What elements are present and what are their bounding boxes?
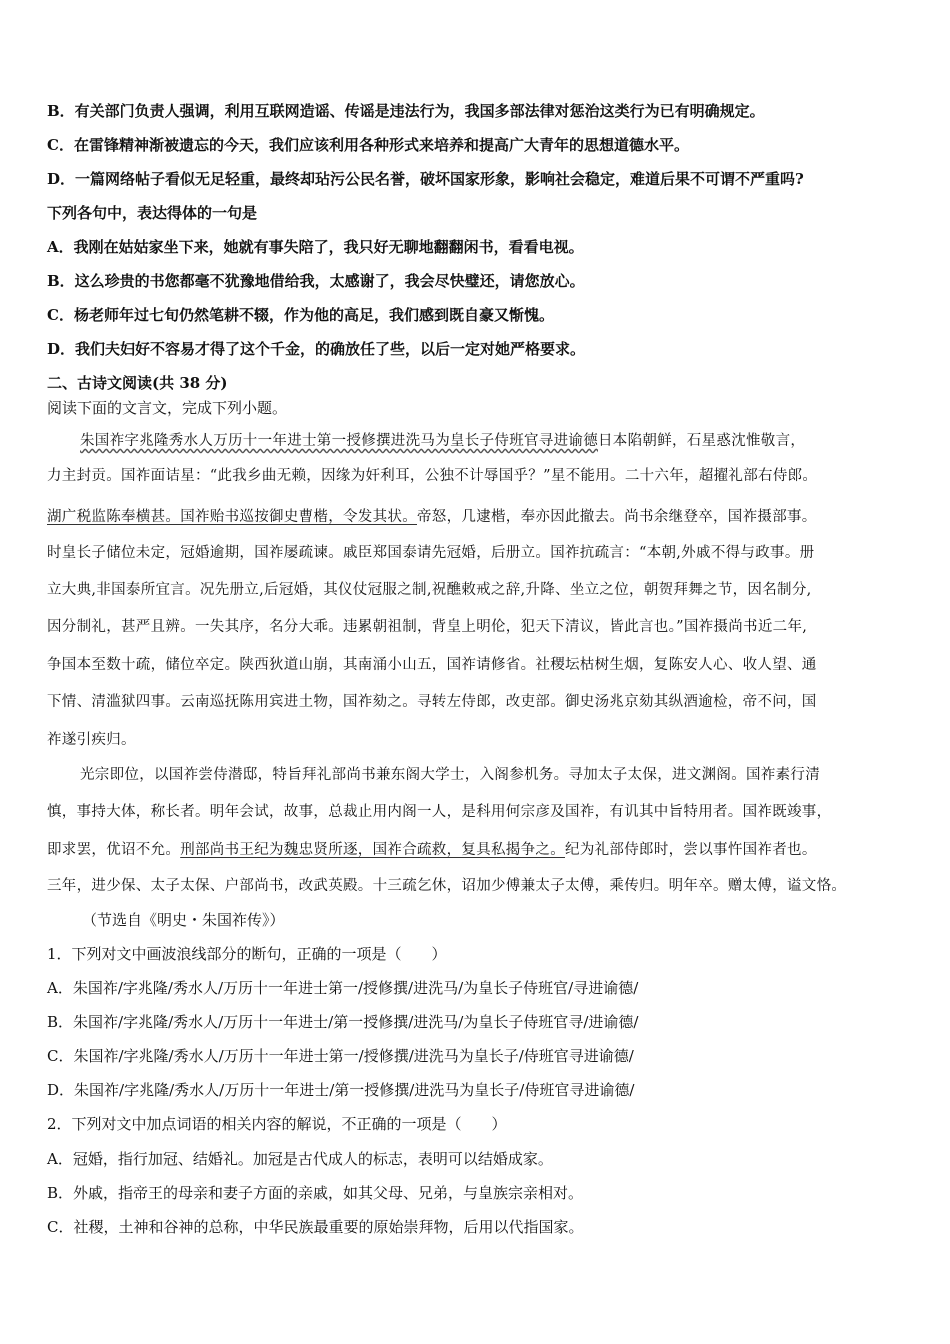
question-1-option-d: D．朱国祚/字兆隆/秀水人/万历十一年进士/第一授修撰/进洗马为皇长子/侍班官寻进谕德/ <box>47 1081 635 1099</box>
passage-line-10: 光宗即位，以国祚尝侍潜邸，特旨拜礼部尚书兼东阁大学士，入阁参机务。寻加太子太保，进文渊阁。国祚素行清 <box>80 767 820 783</box>
passage-text: 帝怒，几逮楷，奉亦因此撤去。尚书余继登卒，国祚摄部事。 <box>417 509 817 525</box>
question-appropriate-option-a: A．我刚在姑姑家坐下来，她就有事失陪了，我只好无聊地翻翻闲书，看看电视。 <box>47 238 584 256</box>
question-1-option-c: C．朱国祚/字兆隆/秀水人/万历十一年进士第一/授修撰/进洗马为皇长子/侍班官寻进谕德/ <box>47 1047 634 1065</box>
passage-wavy-segment: 朱国祚字兆隆秀水人万历十一年进士第一授修撰进洗马为皇长子侍班官寻进谕德 <box>80 433 598 449</box>
question-appropriate-option-d: D．我们夫妇好不容易才得了这个千金，的确放任了些，以后一定对她严格要求。 <box>47 340 586 358</box>
question-2-stem: 2．下列对文中加点词语的相关内容的解说，不正确的一项是（ ） <box>47 1115 507 1133</box>
section-instruction: 阅读下面的文言文，完成下列小题。 <box>47 399 288 417</box>
passage-text: 纪为礼部侍郎时，尝以事忤国祚者也。 <box>565 842 817 858</box>
passage-line-11: 慎，事持大体，称长者。明年会试，故事，总裁止用内阁一人，是科用何宗彦及国祚，有讥其中旨特用者。国祚既竣事， <box>47 804 832 820</box>
question-2-option-a: A．冠婚，指行加冠、结婚礼。加冠是古代成人的标志，表明可以结婚成家。 <box>47 1150 553 1168</box>
option-d-sentence: D．一篇网络帖子看似无足轻重，最终却玷污公民名誉，破坏国家形象，影响社会稳定，难道后果不可谓不严重吗? <box>47 170 804 188</box>
question-appropriate-option-b: B．这么珍贵的书您都毫不犹豫地借给我，太感谢了，我会尽快璧还，请您放心。 <box>47 272 585 290</box>
question-appropriate-stem: 下列各句中，表达得体的一句是 <box>47 204 258 222</box>
passage-line-9: 祚遂引疾归。 <box>47 732 136 748</box>
question-1-stem: 1．下列对文中画波浪线部分的断句，正确的一项是（ ） <box>47 945 447 963</box>
section-title: 二、古诗文阅读(共 38 分) <box>47 374 228 392</box>
passage-line-12 <box>47 840 817 860</box>
passage-line-3 <box>47 507 817 527</box>
passage-line-1 <box>80 431 805 451</box>
passage-source: （节选自《明史・朱国祚传》） <box>82 911 285 929</box>
passage-underlined-segment: 湖广税监陈奉横甚。国祚贻书巡按御史曹楷，令发其状。 <box>47 509 417 525</box>
option-c-sentence: C．在雷锋精神渐被遗忘的今天，我们应该利用各种形式来培养和提高广大青年的思想道德水平。 <box>47 136 689 154</box>
passage-underlined-segment: 刑部尚书王纪为魏忠贤所逐，国祚合疏救，复具私揭争之。 <box>180 842 566 858</box>
question-1-option-a: A．朱国祚/字兆隆/秀水人/万历十一年进士第一/授修撰/进洗马/为皇长子侍班官/寻进谕德/ <box>47 979 639 997</box>
question-1-option-b: B．朱国祚/字兆隆/秀水人/万历十一年进士/第一授修撰/进洗马/为皇长子侍班官寻/进谕德/ <box>47 1013 639 1031</box>
passage-line-8: 下情、清滥狱四事。云南巡抚陈用宾进土物，国祚劾之。寻转左侍郎，改吏部。御史汤兆京劾其纵酒逾检，帝不问，国 <box>47 694 817 710</box>
passage-text: 即求罢，优诏不允。 <box>47 842 181 858</box>
passage-text: 日本陷朝鲜，石星惑沈惟敬言， <box>598 433 806 449</box>
passage-line-4: 时皇长子储位未定，冠婚逾期，国祚屡疏谏。戚臣郑国泰请先冠婚，后册立。国祚抗疏言：“本朝,外戚不得与政事。册 <box>47 545 815 561</box>
passage-line-2: 力主封贡。国祚面诘星：“此我乡曲无赖，因缘为奸利耳，公独不计辱国乎？”星不能用。二十六年，超擢礼部右侍郎。 <box>47 468 818 484</box>
passage-line-13: 三年，进少保、太子太保、户部尚书，改武英殿。十三疏乞休，诏加少傅兼太子太傅，乘传归。明年卒。赠太傅，谥文恪。 <box>47 878 847 894</box>
passage-line-7: 争国本至数十疏，储位卒定。陕西狄道山崩，其南涌小山五，国祚请修省。社稷坛枯树生烟，复陈安人心、收人望、通 <box>47 657 817 673</box>
passage-line-5: 立大典,非国泰所宜言。况先册立,后冠婚，其仪仗冠服之制,祝醮敕戒之辞,升降、坐立之位，朝贺拜舞之节，因名制分, <box>47 582 812 598</box>
question-2-option-c: C．社稷，土神和谷神的总称，中华民族最重要的原始崇拜物，后用以代指国家。 <box>47 1218 584 1236</box>
question-2-option-b: B．外戚，指帝王的母亲和妻子方面的亲戚，如其父母、兄弟，与皇族宗亲相对。 <box>47 1184 584 1202</box>
question-appropriate-option-c: C．杨老师年过七旬仍然笔耕不辍，作为他的高足，我们感到既自豪又惭愧。 <box>47 306 554 324</box>
passage-line-6: 因分制礼，甚严且辨。一失其序，名分大乖。违累朝祖制，背皇上明伦，犯天下清议，皆此言也。”国祚摄尚书近二年, <box>47 619 808 635</box>
option-b-sentence: B．有关部门负责人强调，利用互联网造谣、传谣是违法行为，我国多部法律对惩治这类行为已有明确规定。 <box>47 102 765 120</box>
